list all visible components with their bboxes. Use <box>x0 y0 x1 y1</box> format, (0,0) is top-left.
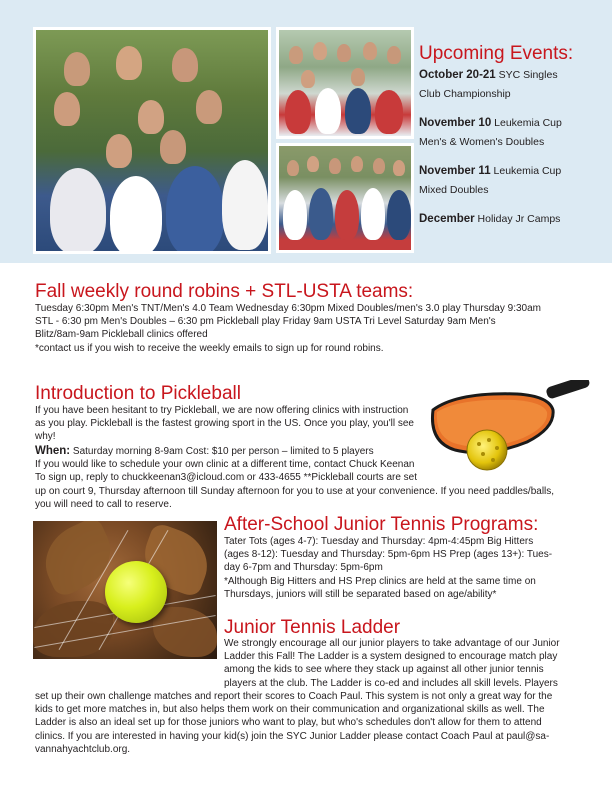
team-photo-top <box>276 27 414 139</box>
junior-programs-title: After-School Junior Tennis Programs: <box>224 514 539 535</box>
event-item: November 11 Leukemia Cup Mixed Doubles <box>419 165 562 196</box>
ladder-text-narrow: We strongly encourage all our junior players to take advantage of our Junior Ladder this Fall! The Ladder is a system designed to encourage match play among the kids to see where they stack up against all other junior tennis players at the club. The Ladder is co-ed and includes all skill levels. Players <box>224 638 560 689</box>
pickleball-intro: If you have been hesitant to try Pickleball, we are now offering clinics with instruction as you play. Pickleball is the fastest growing sport in the US. Once you play, you'll see why! <box>35 405 414 443</box>
tennis-ball-icon <box>105 561 167 623</box>
tennis-ball-leaves-photo <box>33 521 217 659</box>
pickleball-details: When: Saturday morning 8-9am Cost: $10 per person – limited to 5 players If you would like to schedule your own clinic at a different time, contact Chuck Keenan To sign up, reply to chuckkeenan3@icloud.com or 433-4655 **Pickleball courts are set up on court 9, Thursday afternoon till Sunday afternoon for you to use at your convenience. If you need paddles/balls, you will need to call to reserve. <box>35 445 555 510</box>
ladder-text-wide: set up their own challenge matches and report their scores to Coach Paul. This system is not only a great way for the kids to get more matches in, but also helps them work on their communication and organizational skills as well. The Ladder is also an ideal set up for those juniors who want to play, but who's schedules don't allow for them to attend clinics. If you are interested in having your kid(s) join the SYC Junior Ladder please contact Coach Paul at paul@sa- vannahyachtclub.org. <box>35 691 553 755</box>
upcoming-events <box>419 43 609 239</box>
event-item: December Holiday Jr Camps <box>419 213 561 225</box>
team-photo-main <box>33 27 271 254</box>
round-robins-text: Tuesday 6:30pm Men's TNT/Men's 4.0 Team Wednesday 6:30pm Mixed Doubles/men's 3.0 play Thursday 9:30am STL - 6:30 pm Men's Doubles – 6:30 pm Pickleball play Friday 9am USTA Tri Level Saturday 9am Men's Blitz/8am-9am Pickleball clinics offered *contact us if you wish to receive the weekly emails to sign up for round robins. <box>35 303 541 354</box>
when-label: When: <box>35 445 71 457</box>
event-item: November 10 Leukemia Cup Men's & Women's Doubles <box>419 117 562 148</box>
team-photo-bottom <box>276 143 414 253</box>
junior-programs-text: Tater Tots (ages 4-7): Tuesday and Thursday: 4pm-4:45pm Big Hitters (ages 8-12): Tuesday and Thursday: 5pm-6pm HS Prep (ages 13+): Tues- day 6-7pm and Thursday: 5pm-6pm *Although Big Hitters and HS Prep clinics are held at the same time on Thursdays, juniors will still be separated based on age/ability* <box>224 536 553 600</box>
pickleball-paddle-icon <box>427 380 592 476</box>
round-robins-title: Fall weekly round robins + STL-USTA teams: <box>35 281 414 302</box>
event-item: October 20-21 SYC Singles Club Championship <box>419 69 558 100</box>
pickleball-title: Introduction to Pickleball <box>35 383 241 404</box>
ladder-title: Junior Tennis Ladder <box>224 617 401 638</box>
events-title: Upcoming Events: <box>419 43 574 64</box>
